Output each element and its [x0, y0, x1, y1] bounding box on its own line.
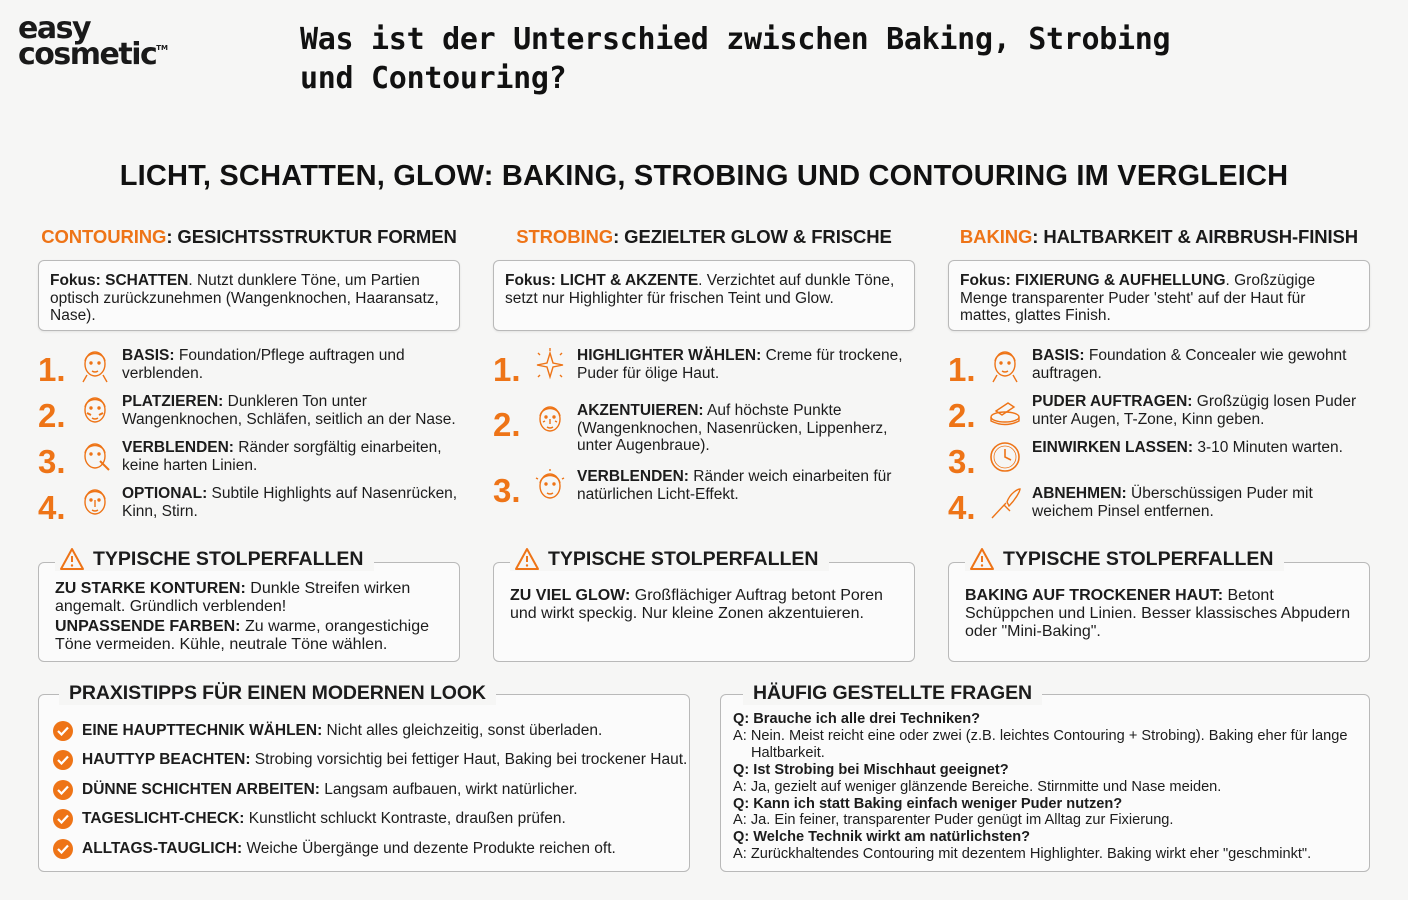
tip-text [82, 751, 687, 769]
brush-icon [988, 485, 1022, 521]
step-item [493, 347, 915, 402]
logo-line-1: easy [18, 11, 91, 46]
step-item [948, 485, 1370, 531]
pitfalls-heading-text: TYPISCHE STOLPERFALLEN [1003, 547, 1274, 570]
step-item [493, 402, 915, 468]
face-highlight-icon [78, 485, 112, 521]
step-item [38, 439, 460, 485]
tip-label: EINE HAUPTTECHNIK WÄHLEN: [82, 722, 323, 739]
pitfalls-body [55, 580, 447, 654]
faq-heading: HÄUFIG GESTELLTE FRAGEN [743, 682, 1042, 705]
step-desc: Foundation & Concealer wie gewohnt auftragen. [1032, 347, 1347, 382]
faq-answer: A: Nein. Meist reicht eine oder zwei (z.B. leichtes Contouring + Strobing). Baking eher für lange Haltbarkeit. [733, 727, 1348, 761]
tip-desc: Langsam aufbauen, wirkt natürlicher. [319, 781, 578, 798]
faq-box [720, 682, 1370, 872]
pitfalls-heading-text: TYPISCHE STOLPERFALLEN [93, 547, 364, 570]
focus-text: . Verzichtet auf dunkle Töne, setzt nur Highlighter für frischen Teint und Glow. [505, 272, 895, 307]
faq-answer: A: Ja, gezielt auf weniger glänzende Bereiche. Stirnmitte und Nase meiden. [733, 778, 1222, 795]
focus-label: Fokus: FIXIERUNG & AUFHELLUNG [960, 272, 1226, 289]
focus-label: Fokus: LICHT & AKZENTE [505, 272, 699, 289]
focus-box [948, 260, 1370, 331]
step-label: AKZENTUIEREN: [577, 402, 704, 419]
tip-desc: Weiche Übergänge und dezente Produkte reichen oft. [242, 840, 616, 857]
tip-desc: Nicht alles gleichzeitig, sonst überladen. [322, 722, 603, 739]
faq-question: Q: Brauche ich alle drei Techniken? [733, 711, 981, 727]
column-title-rest: : HALTBARKEIT & AIRBRUSH-FINISH [1032, 226, 1359, 247]
column-title [493, 226, 915, 256]
pitfall-label: ZU STARKE KONTUREN: [55, 580, 246, 597]
step-text [577, 347, 917, 382]
pitfall-label: BAKING AUF TROCKENER HAUT: [965, 587, 1224, 604]
pitfall-text: Dunkle Streifen wirken angemalt. Gründlich verblenden! [55, 580, 411, 615]
check-icon [53, 839, 73, 859]
check-icon [53, 780, 73, 800]
step-desc: Großzügig losen Puder unter Augen, T-Zone, Kinn geben. [1032, 393, 1357, 428]
tip-item [53, 780, 578, 800]
pitfall-text: Betont Schüppchen und Linien. Besser klassisches Abpudern oder "Mini-Baking". [965, 587, 1351, 640]
powder-puff-icon [988, 393, 1022, 429]
step-label: PLATZIEREN: [122, 393, 224, 410]
step-text [122, 347, 462, 382]
step-desc: Ränder weich einarbeiten für natürlichen Licht-Effekt. [577, 468, 892, 503]
tip-text [82, 840, 616, 858]
step-number: 1. [493, 351, 521, 388]
step-number: 2. [948, 397, 976, 434]
step-item [38, 393, 460, 439]
step-desc: 3-10 Minuten warten. [1193, 439, 1343, 456]
face-glow-icon [533, 468, 567, 504]
tip-text [82, 722, 602, 740]
pitfalls-box-contouring [38, 547, 460, 662]
brand-logo [18, 11, 169, 72]
step-number: 3. [493, 472, 521, 509]
step-text [577, 402, 917, 455]
trademark: TM [156, 43, 169, 52]
logo-line-2 [18, 36, 169, 72]
pitfall-item [55, 618, 447, 654]
column-title [38, 226, 460, 256]
logo-line-2-text: cosmetic [18, 36, 157, 72]
step-item [38, 485, 460, 531]
column-strobing [493, 226, 915, 523]
step-label: ABNEHMEN: [1032, 485, 1127, 502]
step-number: 3. [948, 443, 976, 480]
face-icon [78, 347, 112, 383]
column-title-accent: STROBING [516, 226, 614, 247]
steps-list [948, 347, 1370, 531]
column-contouring [38, 226, 460, 531]
step-text [122, 393, 462, 428]
step-text [577, 468, 917, 503]
warning-icon [59, 547, 85, 571]
faq-list [733, 711, 1355, 863]
step-item [948, 347, 1370, 393]
face-blend-icon [78, 439, 112, 475]
step-desc: Dunkleren Ton unter Wangenknochen, Schläfen, seitlich an der Nase. [122, 393, 456, 428]
steps-list [493, 347, 915, 523]
step-text [122, 485, 462, 520]
column-title-rest: : GESICHTSSTRUKTUR FORMEN [166, 226, 457, 247]
pitfall-label: ZU VIEL GLOW: [510, 587, 631, 604]
face-contour-icon [78, 393, 112, 429]
focus-label: Fokus: SCHATTEN [50, 272, 189, 289]
tip-desc: Strobing vorsichtig bei fettiger Haut, Baking bei trockener Haut. [250, 751, 688, 768]
faq-question: Q: Kann ich statt Baking einfach weniger Puder nutzen? [733, 795, 1123, 812]
faq-question: Q: Ist Strobing bei Mischhaut geeignet? [733, 761, 1009, 778]
pitfall-item [55, 580, 447, 616]
step-label: EINWIRKEN LASSEN: [1032, 439, 1194, 456]
tip-text [82, 810, 566, 828]
check-icon [53, 750, 73, 770]
step-label: OPTIONAL: [122, 485, 208, 502]
column-baking [948, 226, 1370, 531]
column-title [948, 226, 1370, 256]
pitfall-item [510, 587, 902, 623]
pitfall-text: Großflächiger Auftrag betont Poren und wirkt speckig. Nur kleine Zonen akzentuieren. [510, 587, 883, 622]
page-title: Was ist der Unterschied zwischen Baking, Strobing und Contouring? [300, 22, 1171, 96]
steps-list [38, 347, 460, 531]
step-label: BASIS: [1032, 347, 1085, 364]
clock-icon [988, 439, 1022, 475]
tip-label: HAUTTYP BEACHTEN: [82, 751, 251, 768]
tip-item [53, 721, 602, 741]
column-title-accent: BAKING [959, 226, 1033, 247]
step-desc: Foundation/Pflege auftragen und verblenden. [122, 347, 405, 382]
pitfall-item [965, 587, 1357, 641]
step-desc: Creme für trockene, Puder für ölige Haut. [577, 347, 903, 382]
tip-item [53, 839, 616, 859]
step-desc: Subtile Highlights auf Nasenrücken, Kinn, Stirn. [122, 485, 458, 520]
step-desc: Ränder sorgfältig einarbeiten, keine harten Linien. [122, 439, 442, 474]
pitfalls-body [965, 587, 1357, 641]
step-item [493, 468, 915, 523]
step-desc: Überschüssigen Puder mit weichem Pinsel entfernen. [1032, 485, 1313, 520]
faq-answer: A: Zurückhaltendes Contouring mit dezentem Highlighter. Baking wirkt eher "geschminkt". [733, 846, 1312, 863]
step-text [1032, 393, 1372, 428]
column-title-accent: CONTOURING [41, 226, 167, 247]
warning-icon [514, 547, 540, 571]
sparkle-icon [533, 347, 567, 383]
step-number: 1. [948, 351, 976, 388]
step-number: 4. [948, 489, 976, 526]
pitfalls-heading [55, 547, 374, 571]
check-icon [53, 721, 73, 741]
step-label: HIGHLIGHTER WÄHLEN: [577, 347, 762, 364]
step-label: BASIS: [122, 347, 175, 364]
tip-item [53, 750, 687, 770]
pitfalls-heading-text: TYPISCHE STOLPERFALLEN [548, 547, 819, 570]
step-number: 4. [38, 489, 66, 526]
tip-text [82, 781, 578, 799]
tip-label: TAGESLICHT-CHECK: [82, 810, 245, 827]
tip-desc: Kunstlicht schluckt Kontraste, draußen prüfen. [244, 810, 566, 827]
step-number: 1. [38, 351, 66, 388]
face-icon [988, 347, 1022, 383]
step-number: 3. [38, 443, 66, 480]
step-number: 2. [493, 406, 521, 443]
focus-text: . Nutzt dunklere Töne, um Partien optisch zurückzunehmen (Wangenknochen, Haaransatz, Nase). [50, 272, 439, 324]
faq-question: Q: Welche Technik wirkt am natürlichsten? [733, 829, 1031, 846]
focus-text: . Großzügige Menge transparenter Puder 'steht' auf der Haut für mattes, glattes Finish. [960, 272, 1316, 324]
step-item [948, 393, 1370, 439]
step-item [948, 439, 1370, 485]
step-text [1032, 439, 1372, 457]
pitfalls-box-strobing [493, 547, 915, 662]
tips-box [38, 682, 690, 872]
step-item [38, 347, 460, 393]
tips-heading: PRAXISTIPPS FÜR EINEN MODERNEN LOOK [59, 682, 496, 705]
pitfalls-heading [965, 547, 1284, 571]
face-highlight-icon [533, 402, 567, 438]
warning-icon [969, 547, 995, 571]
tip-item [53, 809, 566, 829]
pitfalls-body [510, 587, 902, 623]
main-heading: LICHT, SCHATTEN, GLOW: BAKING, STROBING UND CONTOURING IM VERGLEICH [119, 160, 1289, 192]
step-desc: Auf höchste Punkte (Wangenknochen, Nasenrücken, Lippenherz, unter Augenbraue). [577, 402, 888, 454]
step-label: PUDER AUFTRAGEN: [1032, 393, 1193, 410]
step-label: VERBLENDEN: [122, 439, 234, 456]
step-number: 2. [38, 397, 66, 434]
pitfalls-box-baking [948, 547, 1370, 662]
tip-label: DÜNNE SCHICHTEN ARBEITEN: [82, 781, 320, 798]
column-title-rest: : GEZIELTER GLOW & FRISCHE [613, 226, 892, 247]
faq-answer: A: Ja. Ein feiner, transparenter Puder genügt im Alltag zur Fixierung. [733, 812, 1174, 829]
pitfall-label: UNPASSENDE FARBEN: [55, 618, 241, 635]
tip-label: ALLTAGS-TAUGLICH: [82, 840, 243, 857]
step-text [1032, 347, 1372, 382]
check-icon [53, 809, 73, 829]
step-label: VERBLENDEN: [577, 468, 689, 485]
focus-box [38, 260, 460, 331]
focus-box [493, 260, 915, 331]
step-text [122, 439, 462, 474]
pitfalls-heading [510, 547, 829, 571]
step-text [1032, 485, 1372, 520]
pitfall-text: Zu warme, orangestichige Töne vermeiden. Kühle, neutrale Töne wählen. [55, 618, 430, 653]
